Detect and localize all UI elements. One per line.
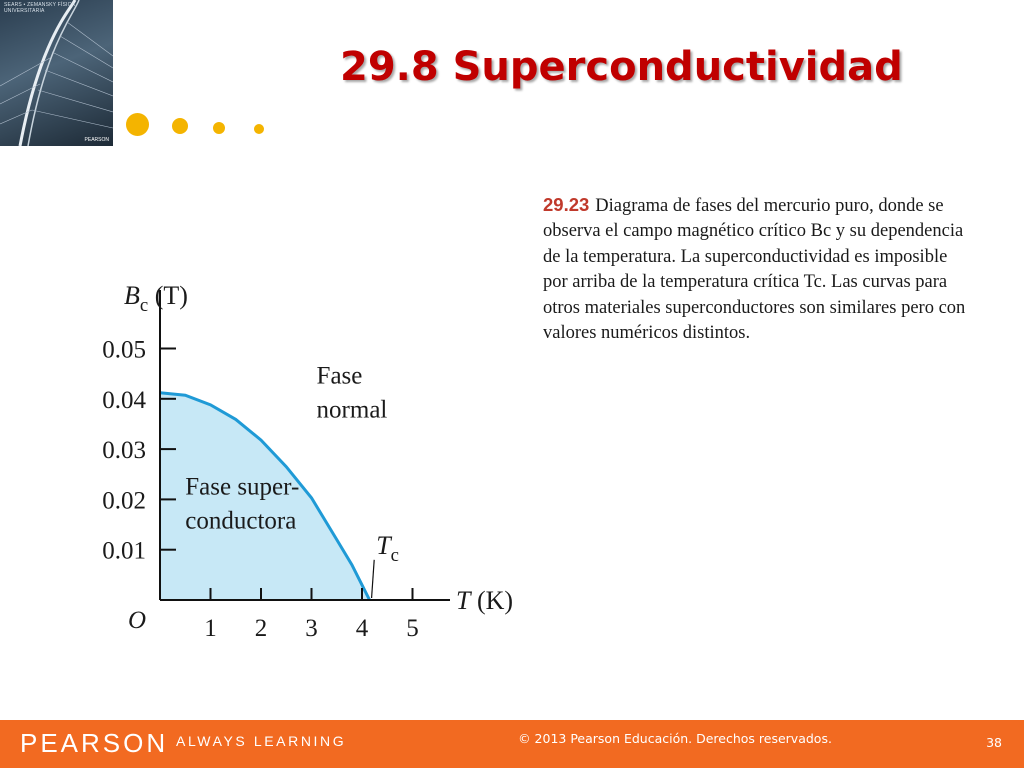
x-tick-label-5: 5 [406,615,419,642]
footer-bar [0,720,1024,768]
y-tick-label-0.03: 0.03 [102,437,146,465]
pearson-logo: PEARSON [20,728,169,758]
x-tick-label-2: 2 [254,615,268,642]
x-tick-label-1: 1 [204,615,217,642]
x-tick-label-4: 4 [355,615,369,642]
y-tick-label-0.04: 0.04 [102,386,146,414]
x-tick-label-3: 3 [305,615,318,642]
annotation-normal-phase-line-1: Fase [316,362,363,390]
tagline: ALWAYS LEARNING [176,733,347,749]
figure-number: 29.23 [543,194,590,215]
annotation-superconducting-phase-line-2: conductora [185,507,297,535]
book-cover-title: SEARS • ZEMANSKY FÍSICA UNIVERSITARIA [4,2,75,14]
origin-label: O [128,607,147,634]
y-tick-label-0.01: 0.01 [102,537,146,565]
slide-title: 29.8 Superconductividad [340,44,903,90]
book-cover-publisher: PEARSON [84,137,109,143]
y-tick-label-0.02: 0.02 [102,487,146,515]
y-axis-label: $B_c$ (T) [124,281,188,316]
x-axis-label: T (K) [456,586,514,615]
annotation-superconducting-phase-line-1: Fase super- [185,473,300,501]
figure-caption-text: Diagrama de fases del mercurio puro, donde se observa el campo magnético crítico Bc y su dependencia de la temperatura. La superconductividad es imposible por arriba de la temperatura crítica Tc. Las curvas para otros materiales superconductores son similares pero con valores numéricos distintos. [543,196,966,344]
tc-pointer-line [372,560,375,598]
tc-label: $T_c$ [376,530,399,566]
page-number: 38 [986,735,1002,750]
annotation-normal-phase-line-2: normal [316,396,388,424]
y-tick-label-0.05: 0.05 [102,336,146,364]
copyright-text: © 2013 Pearson Educación. Derechos reservados. [518,731,832,746]
